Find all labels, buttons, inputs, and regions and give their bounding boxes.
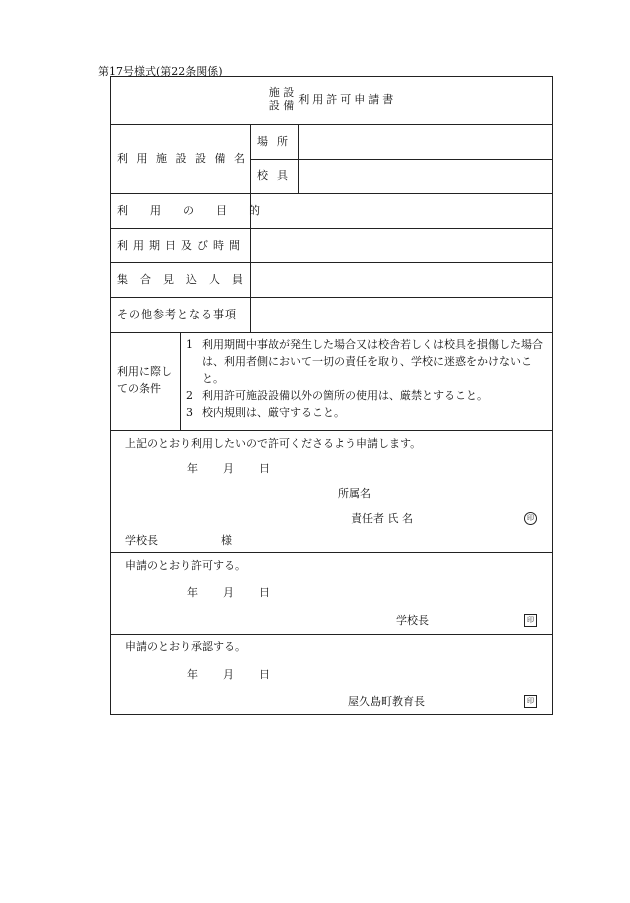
divider	[250, 124, 251, 332]
condition-item	[186, 336, 548, 387]
datetime-label: 利用期日及び時間	[117, 239, 245, 252]
condition-number: 2	[186, 389, 193, 402]
divider	[111, 228, 552, 229]
permission-signer: 学校長	[396, 614, 429, 627]
approval-statement: 申請のとおり承認する。	[125, 640, 246, 653]
form-title	[111, 86, 554, 112]
attendance-label: 集合見込人員	[117, 273, 255, 286]
title-stack-top: 施 設	[268, 86, 295, 99]
conditions-list	[186, 336, 548, 421]
condition-text: 利用期間中事故が発生した場合又は校舎若しくは校具を損傷した場合は、利用者側において一切の責任を取り、学校に迷惑をかけないこと。	[202, 338, 543, 385]
equipment-value[interactable]	[303, 163, 547, 189]
title-stack-bottom: 設 備	[268, 99, 295, 112]
label-char: 用	[136, 152, 148, 165]
permission-statement: 申請のとおり許可する。	[125, 559, 246, 572]
application-date-year: 年	[187, 462, 198, 475]
permission-date-year: 年	[187, 586, 198, 599]
affiliation-label: 所属名	[338, 487, 371, 500]
application-form	[110, 76, 553, 715]
other-value[interactable]	[255, 302, 547, 328]
other-label: その他参考となる事項	[117, 308, 237, 321]
purpose-label: 利用の目的	[117, 204, 282, 217]
place-value[interactable]	[303, 129, 547, 155]
divider	[111, 262, 552, 263]
divider	[111, 297, 552, 298]
condition-text: 校内規則は、厳守すること。	[202, 406, 345, 419]
divider	[111, 124, 552, 125]
label-char: 名	[234, 152, 245, 165]
application-date-month: 月	[223, 462, 234, 475]
divider	[298, 124, 299, 193]
approval-date-day: 日	[259, 668, 270, 681]
permission-date-day: 日	[259, 586, 270, 599]
responsible-label: 責任者 氏 名	[351, 512, 413, 525]
title-main: 利用許可申請書	[298, 93, 397, 106]
datetime-value[interactable]	[255, 233, 547, 259]
seal-icon: 印	[524, 512, 537, 525]
approval-signer: 屋久島町教育長	[348, 695, 425, 708]
label-char: 設	[195, 152, 206, 165]
seal-icon: 印	[524, 695, 537, 708]
conditions-label-line2: ての条件	[117, 382, 161, 395]
label-char: 備	[214, 152, 226, 165]
divider	[180, 332, 181, 430]
approval-date-month: 月	[223, 668, 234, 681]
addressee-honorific: 様	[221, 534, 232, 547]
label-char: 施	[156, 152, 167, 165]
condition-text: 利用許可施設設備以外の箇所の使用は、厳禁とすること。	[202, 389, 488, 402]
label-char: 設	[175, 152, 187, 165]
divider	[111, 430, 552, 431]
seal-icon: 印	[524, 614, 537, 627]
condition-item	[186, 404, 548, 421]
conditions-label-line1: 利用に際し	[117, 365, 172, 378]
addressee-principal: 学校長	[125, 534, 158, 547]
divider	[111, 332, 552, 333]
application-statement: 上記のとおり利用したいので許可くださるよう申請します。	[125, 437, 422, 450]
equipment-label: 校具	[257, 169, 297, 182]
divider	[111, 193, 552, 194]
label-char: 利	[117, 152, 128, 165]
place-label: 場所	[257, 135, 297, 148]
purpose-value[interactable]	[255, 198, 547, 224]
divider	[111, 552, 552, 553]
condition-number: 1	[186, 338, 193, 351]
approval-date-year: 年	[187, 668, 198, 681]
application-date-day: 日	[259, 462, 270, 475]
form-number: 第17号様式(第22条関係)	[98, 65, 223, 78]
permission-date-month: 月	[223, 586, 234, 599]
divider	[250, 159, 552, 160]
condition-number: 3	[186, 406, 193, 419]
facility-name-label	[117, 152, 245, 166]
divider	[111, 634, 552, 635]
condition-item	[186, 387, 548, 404]
attendance-value[interactable]	[255, 267, 547, 293]
